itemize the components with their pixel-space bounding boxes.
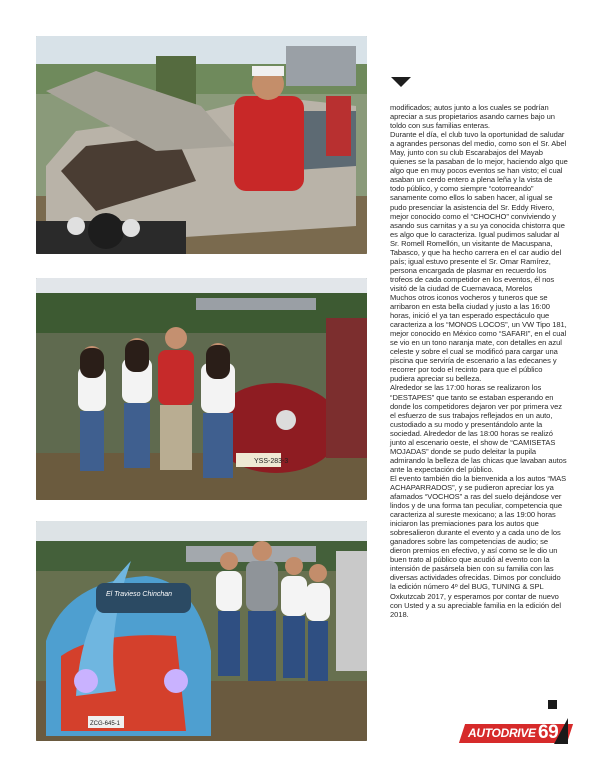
article-paragraph: Muchos otros iconos vocheros y tuneros que se arribaron en esta bella ciudad y justo a las 16:00 horas, inició el ya tan esperado espectáculo que caracteriza a los “MONOS LOCOS”, un VW Tipo 181, mejor conocido en México como “SAFARI”, en el cual se vio en un tono naranja mate, con detalles en azul celeste y sobre el cual se modificó para cargar una piscina que serviría de escenario a las edecanes y recorrer por todo el recinto para que el público pudiera apreciar su belleza.: [390, 292, 567, 384]
page-footer: [462, 716, 576, 748]
photo-open-hood-car: [36, 36, 367, 254]
magazine-logo: AUTODRIVE: [468, 726, 536, 740]
photo-blue-beetle-horns: [36, 521, 367, 741]
photo-group-red-beetle: [36, 278, 367, 500]
article-body: [390, 103, 568, 619]
article-paragraph: El evento también dio la bienvenida a los autos “MAS ACHAPARRADOS”, y se pudieron apreciar los ya afamados “VOCHOS” a ras del suelo dejándose ver lindos y de una forma tan peculiar, competencia que caracteriza al sureste mexicano; a las 19:00 horas iniciaron las premiaciones para los autos que sobresalieron durante el evento y a cada uno de los ganadores sobre las competencias de audio; se dieron premios en efectivo, y así como se le dio un buen trato al público que acudió al evento con la intensión de pasársela bien con su familia con las diversas actividades ofrecidas. Dimos por concluido la edición número 4º del BUG, TUNING & SPL Oxkutzcab 2017, y esperamos por contar de nuevo con Usted y a su apreciable familia en la edición del 2018.: [390, 473, 567, 619]
license-plate-2: YSS-283-3: [254, 458, 289, 465]
article-paragraph: Alrededor se las 17:00 horas se realizaron los “DESTAPES” que tanto se estaban esperando en donde los competidores dejaron ver por primera vez el esfuerzo de sus trabajos reflejados en un auto, custodiado a su modo y presentándolo ante la sociedad. Alrededor de las 18:00 horas se realizó junto al escenario oeste, el show de “CAMISETAS MOJADAS” donde se pudo deleitar la pupila admirando la belleza de las chicas que lavaban autos ante la expectación del público.: [390, 383, 567, 474]
article-start-triangle: [391, 77, 411, 87]
page-number: 69: [538, 722, 559, 743]
car-sign-text: El Travieso Chinchan: [106, 591, 173, 598]
article-paragraph: Durante el día, el club tuvo la oportunidad de saludar a agrandes personas del medio, como son el Sr. Abel May, junto con su club Escarabajos del Mayab quienes se la pasaban de lo mejor, haciendo algo que algo que en muy pocos eventos se han visto; el cual asaban un cerdo entero a plena leña y la vista de todo público, y como siempre “cotorreando” sanamente como ellos lo saben hacer, al igual se pudo presenciar la asistencia del Sr. Eddy Rivero, mejor conocido como el “CHOCHO” conviviendo y asando sus carnitas y a su ya conocida chistorra que es algo que lo caracteriza. Igual pudimos saludar al Sr. Romell Romellón, un visitante de Macuspana, Tabasco, y que ha hecho carrera en el car audio del país; igual estuvo presente el Sr. Omar Ramírez, persona encargada de plasmar en recuerdo los trofeos de cada competidor en los eventos, él nos visitó de la ciudad de Cuernavaca, Morelos: [390, 130, 568, 293]
article-end-square: [548, 700, 557, 709]
article-paragraph: modificados; autos junto a los cuales se podrían apreciar a sus propietarios asando carnes bajo un toldo con sus familias enteras.: [390, 103, 555, 131]
license-plate-3: ZCG-645-1: [90, 721, 121, 727]
